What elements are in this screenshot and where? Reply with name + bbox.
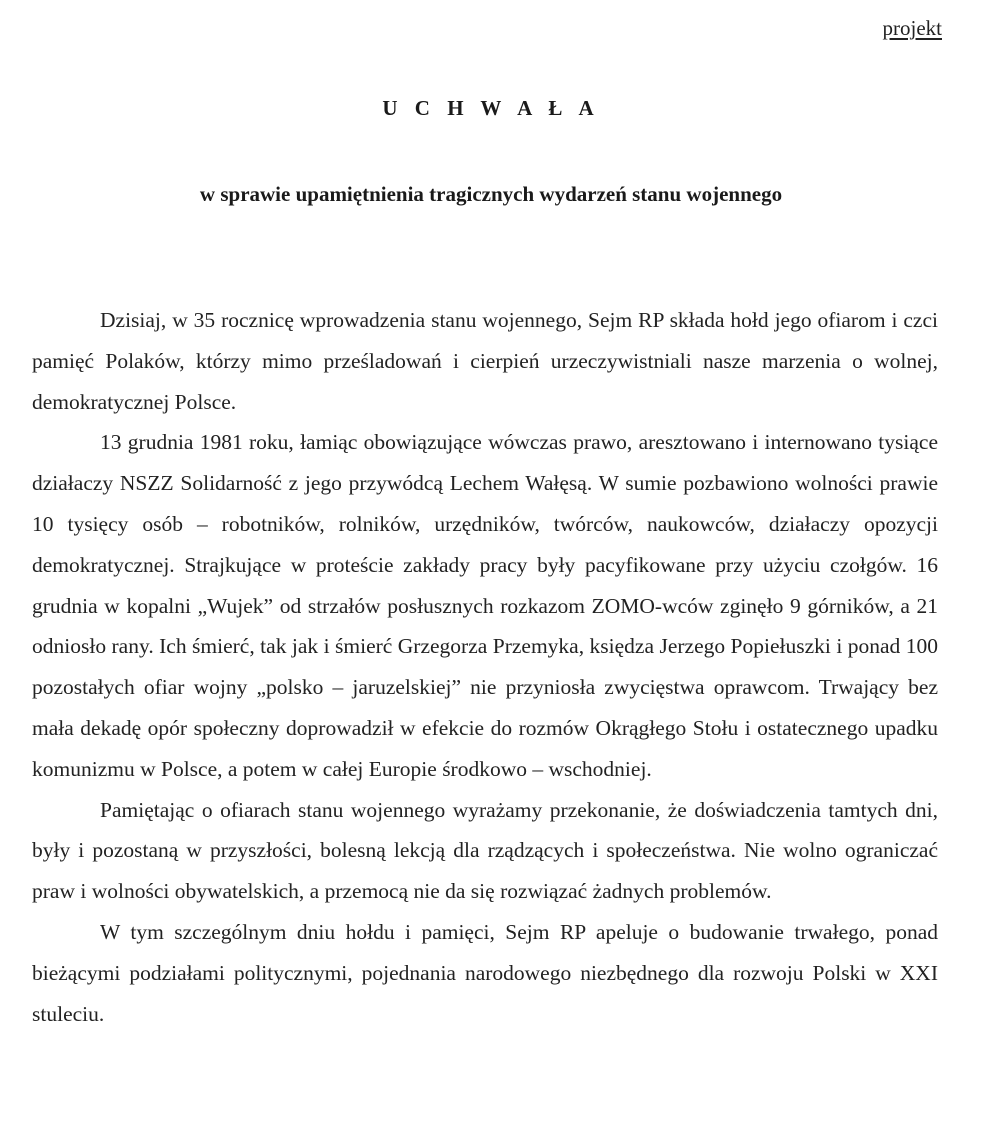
paragraph: W tym szczególnym dniu hołdu i pamięci, Sejm RP apeluje o budowanie trwałego, ponad bieżącymi podziałami politycznymi, pojednania narodowego niezbędnego dla rozwoju Polski w XXI stuleciu. bbox=[32, 919, 938, 1026]
paragraph: Pamiętając o ofiarach stanu wojennego wyrażamy przekonanie, że doświadczenia tamtych dni, były i pozostaną w przyszłości, bolesną lekcją dla rządzących i społeczeństwa. Nie wolno ograniczać praw i wolności obywatelskich, a przemocą nie da się rozwiązać żadnych problemów. bbox=[32, 797, 938, 904]
document-subtitle: w sprawie upamiętnienia tragicznych wydarzeń stanu wojennego bbox=[199, 182, 783, 206]
paragraph: 13 grudnia 1981 roku, łamiąc obowiązujące wówczas prawo, aresztowano i internowano tysiące działaczy NSZZ Solidarność z jego przywódcą Lechem Wałęsą. W sumie pozbawiono wolności prawie 10 tysięcy osób – robotników, rolników, urzędników, twórców, naukowców, działaczy opozycji demokratycznej. Strajkujące w proteście zakłady pracy były pacyfikowane przy użyciu czołgów. 16 grudnia w kopalni „Wujek” od strzałów posłusznych rozkazom ZOMO-wców zginęło 9 górników, a 21 odniosło rany. Ich śmierć, tak jak i śmierć Grzegorza Przemyka, księdza Jerzego Popiełuszki i ponad 100 pozostałych ofiar wojny „polsko – jaruzelskiej” nie przyniosła zwycięstwa oprawcom. Trwający bez mała dekadę opór społeczny doprowadził w efekcie do rozmów Okrągłego Stołu i ostatecznego upadku komunizmu w Polsce, a potem w całej Europie środkowo – wschodniej. bbox=[32, 430, 938, 781]
draft-label: projekt bbox=[882, 16, 942, 40]
paragraph: Dzisiaj, w 35 rocznicę wprowadzenia stanu wojennego, Sejm RP składa hołd jego ofiarom i czci pamięć Polaków, którzy mimo prześladowań i cierpień urzeczywistniali nasze marzenia o wolnej, demokratycznej Polsce. bbox=[32, 308, 938, 414]
document-body bbox=[32, 300, 938, 1034]
document-title: U C H W A Ł A bbox=[382, 96, 600, 120]
